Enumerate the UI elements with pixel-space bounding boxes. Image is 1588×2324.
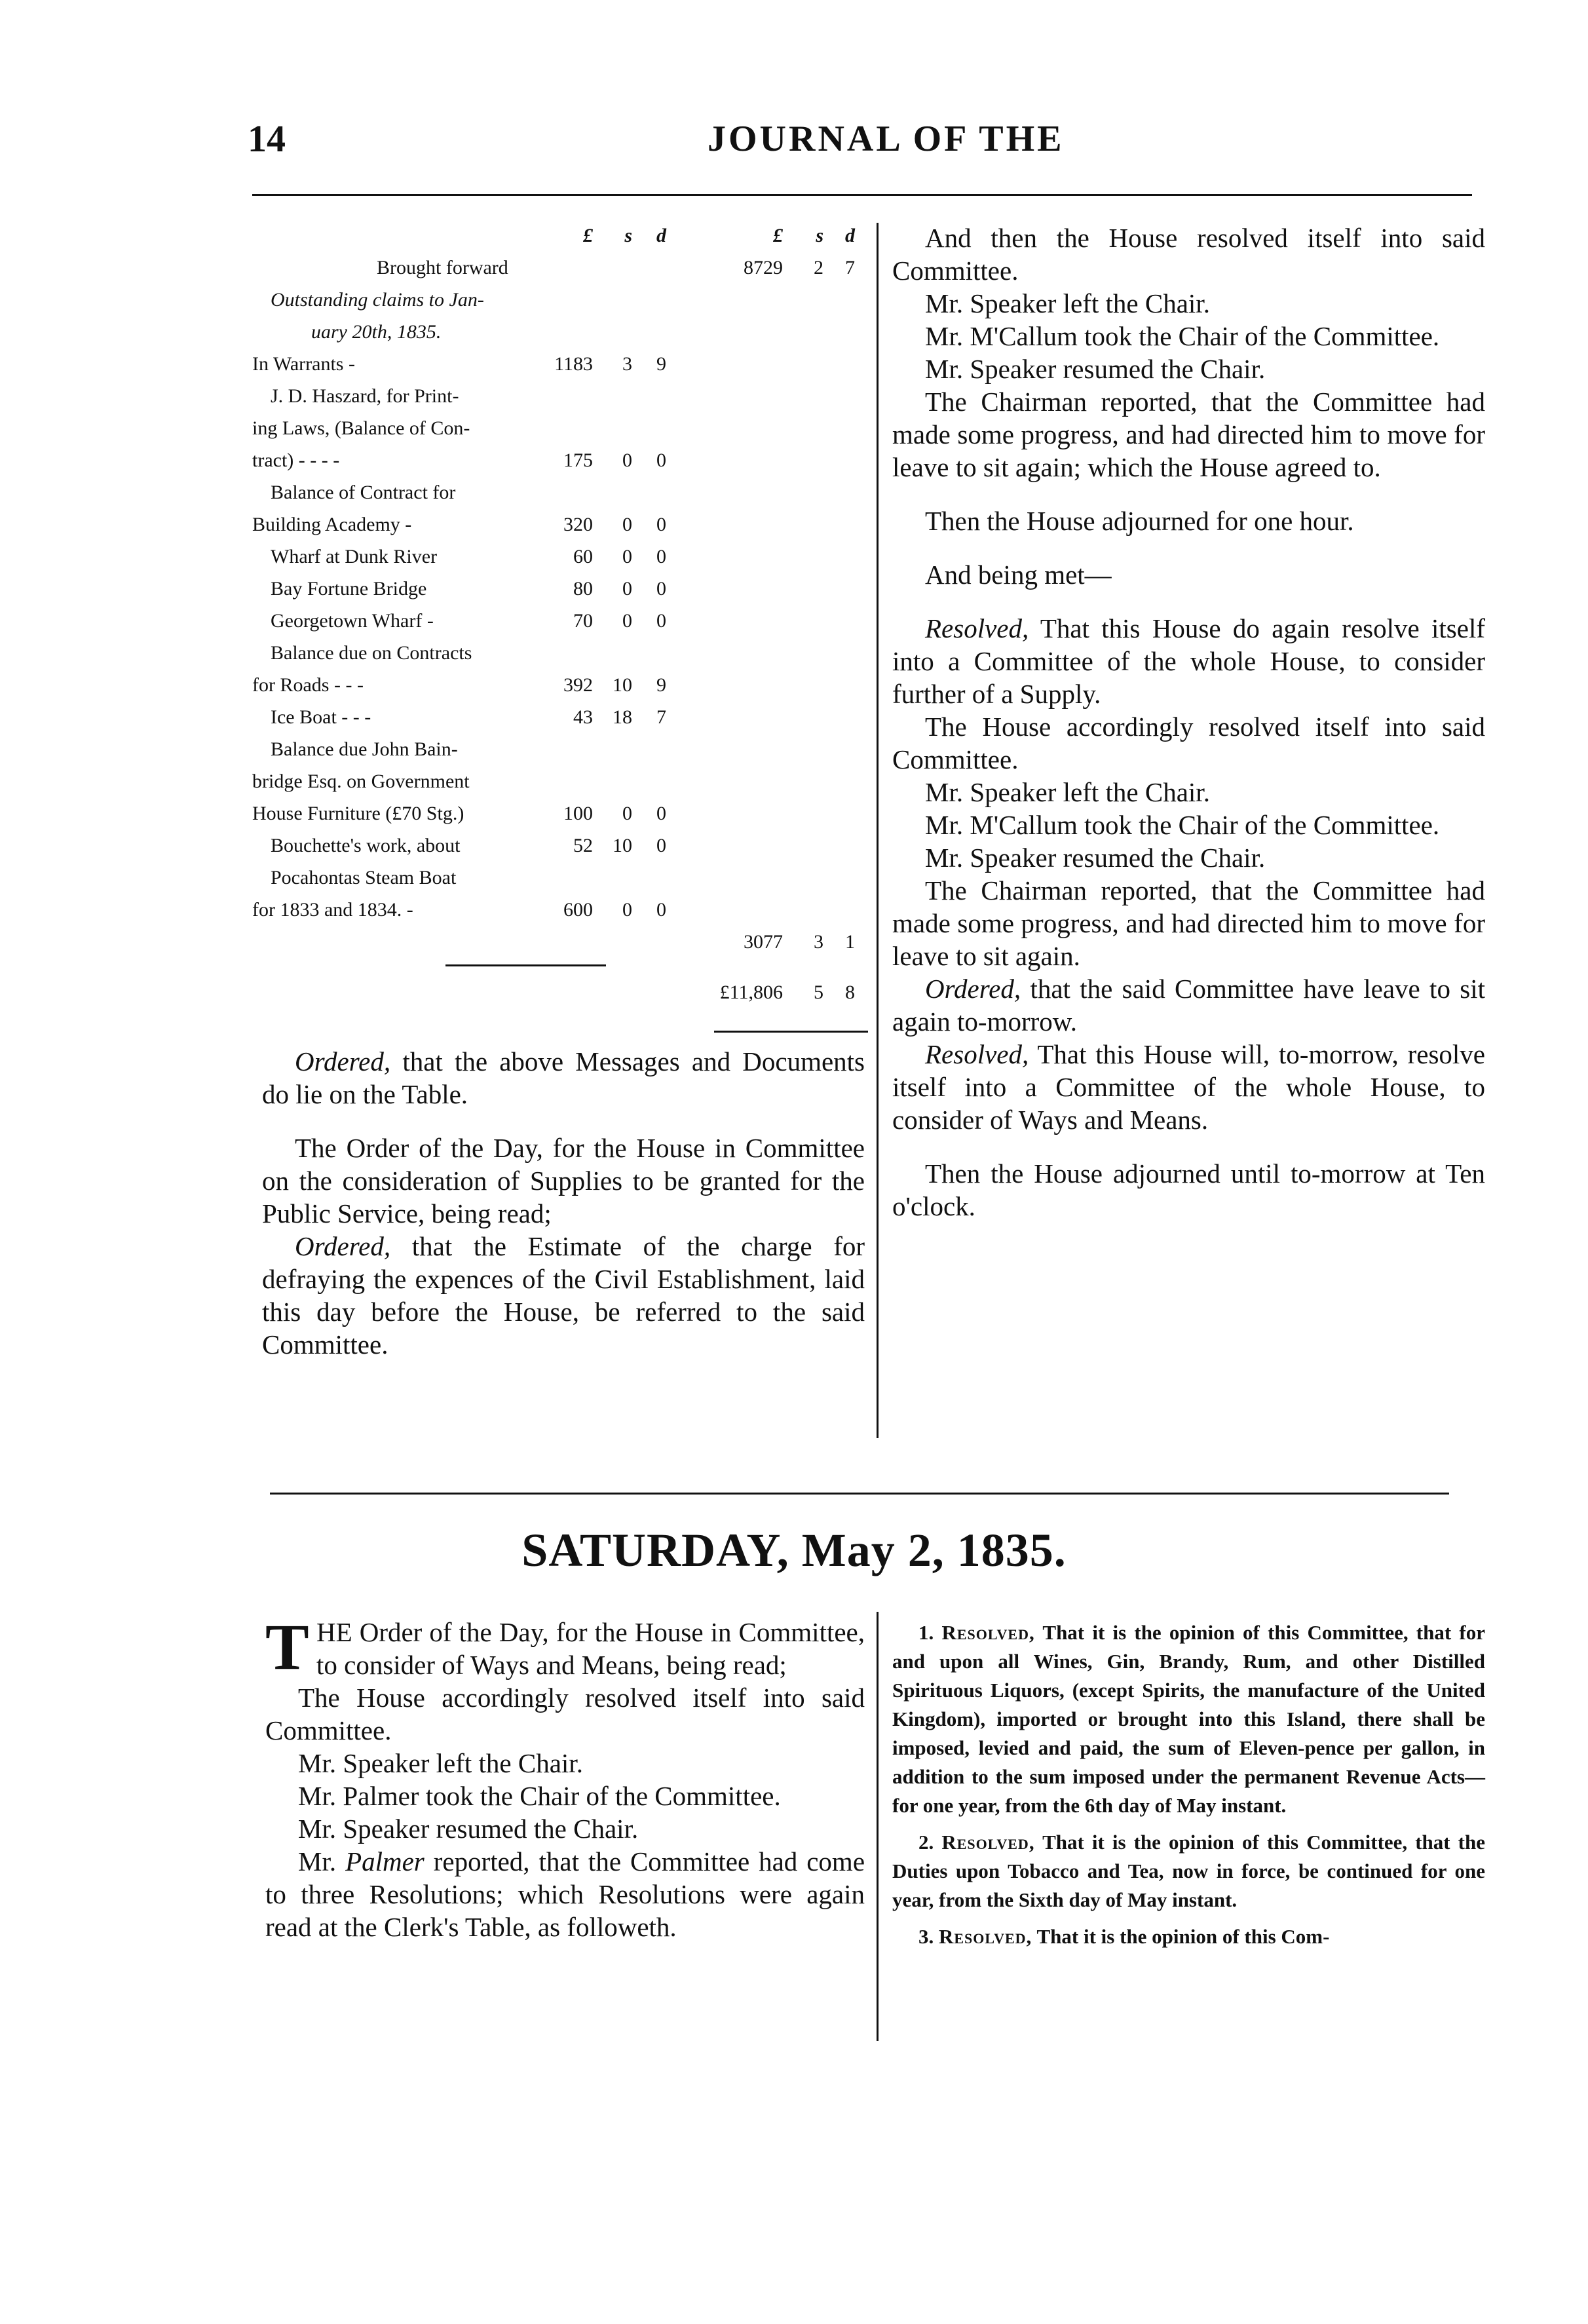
- ordered-paragraph: [262, 1045, 865, 1111]
- paragraph: Mr. Speaker left the Chair.: [925, 777, 1210, 807]
- outstanding-title-line: uary 20th, 1835.: [311, 321, 442, 343]
- ordered-paragraph: [892, 972, 1485, 1038]
- item-pounds: 100: [563, 803, 593, 824]
- account-item-label: Bouchette's work, about: [271, 835, 461, 856]
- column-rule-top: [877, 223, 879, 1438]
- item-pounds: 70: [573, 610, 593, 632]
- paragraph: And being met—: [925, 560, 1112, 590]
- item-pounds: 175: [563, 449, 593, 471]
- item-shillings: 0: [622, 546, 632, 567]
- paragraph-text: Mr.: [298, 1846, 337, 1876]
- paragraph-text: That this House will, to-morrow, resolve itself into a Committee of the whole House, to consider of Ways and Means.: [892, 1039, 1485, 1135]
- paragraph: Mr. Speaker left the Chair.: [298, 1748, 583, 1778]
- resolved-lead: Resolved,: [939, 1925, 1032, 1948]
- item-shillings: 0: [622, 578, 632, 600]
- item-pounds: 43: [573, 706, 593, 728]
- item-pounds: 60: [573, 546, 593, 567]
- item-pence: 0: [656, 610, 666, 632]
- account-item-row: [252, 701, 865, 733]
- account-item-row: [252, 765, 865, 797]
- account-item-row: [252, 669, 865, 701]
- paragraph: Mr. Speaker left the Chair.: [925, 288, 1210, 318]
- paragraph-text: that the Estimate of the charge for defraying the expences of the Civil Establishment, laid this day before the House, be referred to the said Committee.: [262, 1231, 865, 1360]
- account-item-row: [252, 894, 865, 926]
- col-header-pounds-1: £: [583, 225, 593, 246]
- account-item-label: Balance due John Bain-: [271, 738, 458, 760]
- paragraph: Mr. Speaker resumed the Chair.: [298, 1814, 639, 1844]
- col-header-pence-1: d: [656, 225, 666, 246]
- account-item-label: Ice Boat - - -: [271, 706, 371, 728]
- paragraph: The Chairman reported, that the Committee had made some progress, and had directed him to move for leave to sit again.: [892, 875, 1485, 971]
- resolution-2: [892, 1828, 1485, 1914]
- ordered-lead: Ordered,: [925, 974, 1021, 1004]
- resolution-number: 1.: [918, 1621, 934, 1644]
- palmer-name: Palmer: [345, 1846, 425, 1876]
- account-table: [252, 219, 865, 1004]
- ordered-lead: Ordered,: [295, 1231, 391, 1261]
- account-item-label: ing Laws, (Balance of Con-: [252, 417, 470, 439]
- account-item-row: [252, 476, 865, 508]
- item-shillings: 3: [622, 353, 632, 375]
- account-item-row: [252, 862, 865, 894]
- outstanding-title-row: [252, 316, 865, 348]
- paragraph: Then the House adjourned for one hour.: [925, 506, 1354, 536]
- account-item-row: [252, 348, 865, 380]
- section-rule: [270, 1493, 1449, 1495]
- running-head: JOURNAL OF THE: [708, 119, 1065, 159]
- account-item-label: Pocahontas Steam Boat: [271, 867, 457, 888]
- paragraph: Mr. M'Callum took the Chair of the Committee.: [925, 321, 1440, 351]
- subtotal-pounds: 3077: [744, 931, 783, 953]
- item-pounds: 320: [563, 514, 593, 535]
- account-item-label: In Warrants -: [252, 353, 355, 375]
- col-header-pounds-2: £: [773, 225, 783, 246]
- sum-rule: [445, 964, 606, 966]
- account-item-row: [252, 444, 865, 476]
- account-item-row: [252, 797, 865, 829]
- header-rule: [252, 194, 1472, 196]
- subtotal-pence: 1: [845, 931, 855, 953]
- account-item-label: House Furniture (£70 Stg.): [252, 803, 464, 824]
- order-of-day-paragraph: The Order of the Day, for the House in Committee on the consideration of Supplies to be granted for the Public Service, being read;: [262, 1133, 865, 1229]
- account-item-label: Balance of Contract for: [271, 482, 456, 503]
- resolved-lead: Resolved,: [925, 1039, 1029, 1069]
- paragraph: The Chairman reported, that the Committee had made some progress, and had directed him to move for leave to sit again; which the House agreed to.: [892, 387, 1485, 482]
- grand-total-pounds: £11,806: [719, 981, 783, 1003]
- item-shillings: 0: [622, 514, 632, 535]
- subtotal-shillings: 3: [814, 931, 823, 953]
- paragraph: HE Order of the Day, for the House in Committee, to consider of Ways and Means, being read;: [316, 1617, 865, 1680]
- account-item-row: [252, 637, 865, 669]
- account-item-row: [252, 541, 865, 573]
- item-pence: 7: [656, 706, 666, 728]
- account-item-label: Building Academy -: [252, 514, 412, 535]
- item-pounds: 392: [563, 674, 593, 696]
- account-item-row: [252, 508, 865, 541]
- account-item-label: J. D. Haszard, for Print-: [271, 385, 459, 407]
- item-shillings: 0: [622, 803, 632, 824]
- account-item-label: tract) - - - -: [252, 449, 340, 471]
- resolution-number: 2.: [918, 1831, 934, 1854]
- col-header-shillings-1: s: [624, 225, 632, 246]
- item-pounds: 600: [563, 899, 593, 921]
- account-item-label: for 1833 and 1834. -: [252, 899, 413, 921]
- account-item-label: Balance due on Contracts: [271, 642, 472, 664]
- resolved-lead: Resolved,: [941, 1831, 1035, 1854]
- paragraph: Mr. M'Callum took the Chair of the Committee.: [925, 810, 1440, 840]
- grand-total-pence: 8: [845, 981, 855, 1003]
- right-column-text: [892, 221, 1485, 1223]
- item-shillings: 0: [622, 610, 632, 632]
- account-item-label: for Roads - - -: [252, 674, 364, 696]
- paragraph: Mr. Speaker resumed the Chair.: [925, 843, 1266, 873]
- item-pence: 0: [656, 835, 666, 856]
- resolution-number: 3.: [918, 1925, 934, 1948]
- account-item-label: Georgetown Wharf -: [271, 610, 434, 632]
- item-pence: 9: [656, 353, 666, 375]
- item-pence: 0: [656, 449, 666, 471]
- resolution-3: [892, 1922, 1485, 1951]
- account-column-headers: [252, 219, 865, 252]
- outstanding-title-line: Outstanding claims to Jan-: [271, 289, 484, 311]
- account-item-row: [252, 733, 865, 765]
- item-pence: 0: [656, 514, 666, 535]
- resolved-lead: Resolved,: [925, 613, 1029, 643]
- report-paragraph: [265, 1845, 865, 1943]
- account-item-row: [252, 605, 865, 637]
- brought-forward-pounds: 8729: [744, 257, 783, 278]
- grand-total-shillings: 5: [814, 981, 823, 1003]
- paragraph: Then the House adjourned until to-morrow at Ten o'clock.: [892, 1158, 1485, 1221]
- page-number: 14: [248, 117, 286, 160]
- outstanding-title-row: [252, 284, 865, 316]
- paragraph-text: That this House do again resolve itself into a Committee of the whole House, to consider further of a Supply.: [892, 613, 1485, 709]
- item-shillings: 10: [613, 835, 632, 856]
- account-item-row: [252, 380, 865, 412]
- account-item-row: [252, 829, 865, 862]
- item-shillings: 10: [613, 674, 632, 696]
- col-header-shillings-2: s: [816, 225, 823, 246]
- paragraph-text: that the said Committee have leave to sit again to-morrow.: [892, 974, 1486, 1037]
- date-heading: SATURDAY, May 2, 1835.: [521, 1524, 1067, 1576]
- paragraph: The House accordingly resolved itself into said Committee.: [892, 712, 1485, 774]
- item-pence: 0: [656, 803, 666, 824]
- account-item-label: Bay Fortune Bridge: [271, 578, 427, 600]
- paragraph: Mr. Palmer took the Chair of the Committee.: [298, 1781, 781, 1811]
- column-rule-bottom: [877, 1612, 879, 2041]
- resolved-lead: Resolved,: [941, 1621, 1035, 1644]
- resolution-text: That it is the opinion of this Committee, that for and upon all Wines, Gin, Brandy, Rum, and other Distilled Spirituous Liquors, (except Spirits, the manufacture of the United Kingdom), imported or brought into this Island, there shall be imposed, levied and paid, the sum of Eleven-pence per gallon, in addition to the sum imposed under the permanent Revenue Acts—for one year, from the 6th day of May instant.: [892, 1621, 1485, 1817]
- paragraph: The House accordingly resolved itself into said Committee.: [265, 1683, 865, 1745]
- subtotal-row: [252, 926, 865, 958]
- item-pounds: 1183: [554, 353, 593, 375]
- brought-forward-row: [252, 252, 865, 284]
- saturday-left-text: [265, 1610, 865, 1943]
- account-item-row: [252, 573, 865, 605]
- item-shillings: 0: [622, 899, 632, 921]
- item-pounds: 80: [573, 578, 593, 600]
- ordered-lead: Ordered,: [295, 1046, 391, 1076]
- item-pence: 0: [656, 546, 666, 567]
- ordered-paragraph: [262, 1230, 865, 1361]
- col-header-pence-2: d: [845, 225, 855, 246]
- resolution-text: That it is the opinion of this Com-: [1036, 1925, 1330, 1948]
- item-shillings: 18: [613, 706, 632, 728]
- resolution-1: [892, 1618, 1485, 1820]
- item-shillings: 0: [622, 449, 632, 471]
- resolution-text: That it is the opinion of this Committee, that the Duties upon Tobacco and Tea, now in force, be continued for one year, from the Sixth day of May instant.: [892, 1831, 1485, 1911]
- item-pence: 9: [656, 674, 666, 696]
- left-column-text: [262, 1045, 865, 1361]
- paragraph-text: that the above Messages and Documents do lie on the Table.: [262, 1046, 865, 1109]
- brought-forward-shillings: 2: [814, 257, 823, 278]
- resolutions-column: [892, 1618, 1485, 1959]
- account-item-label: Wharf at Dunk River: [271, 546, 438, 567]
- paragraph-text: reported, that the Committee had come to three Resolutions; which Resolutions were again read at the Clerk's Table, as followeth.: [265, 1846, 865, 1942]
- account-item-label: bridge Esq. on Government: [252, 771, 470, 792]
- resolved-paragraph: [892, 612, 1485, 710]
- item-pence: 0: [656, 899, 666, 921]
- account-item-row: [252, 412, 865, 444]
- item-pounds: 52: [573, 835, 593, 856]
- item-pence: 0: [656, 578, 666, 600]
- resolved-paragraph: [892, 1038, 1485, 1136]
- brought-forward-label: Brought forward: [377, 257, 508, 278]
- paragraph: And then the House resolved itself into said Committee.: [892, 223, 1485, 286]
- brought-forward-pence: 7: [845, 257, 855, 278]
- paragraph: Mr. Speaker resumed the Chair.: [925, 354, 1266, 384]
- drop-cap: T: [265, 1610, 309, 1683]
- total-rule: [714, 1031, 868, 1033]
